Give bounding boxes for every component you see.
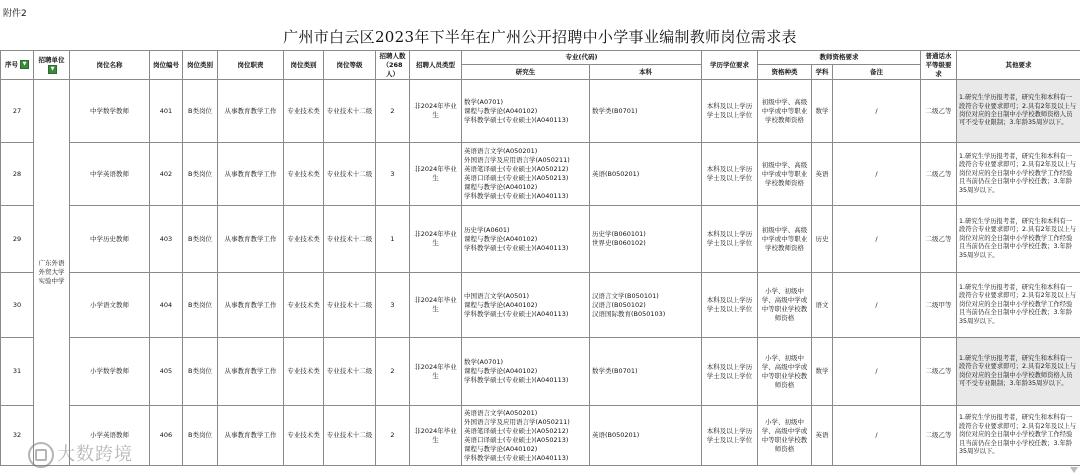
cell-grad-major[interactable]: 英语语言文学(A050201) 外国语言学及应用语言学(A050211) 英语笔译硕士(专业硕士)(A050212) 英语口译硕士(专业硕士)(A050213) 课程与教学论(A040102) 学科教学硕士(专业硕士)(A040113)	[462, 143, 590, 206]
cell-post-class[interactable]: B类岗位	[183, 406, 218, 466]
table-row[interactable]	[1, 80, 1080, 143]
cell-candidate-type[interactable]: 非2024年毕业生	[410, 406, 462, 466]
header-qual-type: 资格种类	[758, 65, 812, 80]
header-count: 招聘人数（268人）	[376, 51, 410, 80]
cell-grad-major[interactable]: 中国语言文学(A0501) 课程与教学论(A040102) 学科教学硕士(专业硕士)(A040113)	[462, 273, 590, 338]
table-row[interactable]	[1, 273, 1080, 338]
cell-degree[interactable]: 本科及以上学历学士及以上学位	[702, 273, 758, 338]
cell-degree[interactable]: 本科及以上学历学士及以上学位	[702, 206, 758, 273]
cell-post-grade[interactable]: 专业技术十二级	[324, 406, 376, 466]
header-qualification: 教师资格要求	[758, 51, 921, 65]
cell-duty[interactable]: 从事教育教学工作	[218, 206, 284, 273]
cell-post-name[interactable]: 中学英语教师	[70, 143, 150, 206]
cell-subject[interactable]: 数学	[812, 80, 833, 143]
header-post-grade: 岗位等级	[324, 51, 376, 80]
header-post-type: 岗位类别	[284, 51, 324, 80]
table-row[interactable]	[1, 338, 1080, 406]
cell-degree[interactable]: 本科及以上学历学士及以上学位	[702, 338, 758, 406]
header-post-code: 岗位编号	[150, 51, 183, 80]
cell-post-type[interactable]: 专业技术类	[284, 80, 324, 143]
watermark-text: 大数跨境	[57, 444, 133, 465]
cell-remark[interactable]: /	[833, 143, 921, 206]
cell-post-code[interactable]: 403	[150, 206, 183, 273]
header-post-class: 岗位类别	[183, 51, 218, 80]
cell-duty[interactable]: 从事教育教学工作	[218, 80, 284, 143]
cell-grad-major[interactable]: 数学(A0701) 课程与教学论(A040102) 学科教学硕士(专业硕士)(A040113)	[462, 80, 590, 143]
cell-other[interactable]: 1.研究生学历报考者，研究生和本科有一段符合专业要求即可；2.具有2年及以上与岗位对应的全日制中小学校教学工作经验且当前仍在全日制中小学校任教；3.年龄35周岁以下。	[957, 143, 1080, 206]
cell-remark[interactable]: /	[833, 338, 921, 406]
cell-post-code[interactable]: 406	[150, 406, 183, 466]
table-row[interactable]	[1, 406, 1080, 466]
cell-subject[interactable]: 英语	[812, 143, 833, 206]
cell-candidate-type[interactable]: 非2024年毕业生	[410, 273, 462, 338]
cell-duty[interactable]: 从事教育教学工作	[218, 406, 284, 466]
cell-post-grade[interactable]: 专业技术十二级	[324, 273, 376, 338]
cell-candidate-type[interactable]: 非2024年毕业生	[410, 338, 462, 406]
filter-icon[interactable]: ▼	[48, 65, 57, 74]
cell-remark[interactable]: /	[833, 80, 921, 143]
cell-degree[interactable]: 本科及以上学历学士及以上学位	[702, 406, 758, 466]
header-subject: 学科	[812, 65, 833, 80]
cell-count[interactable]: 3	[376, 273, 410, 338]
cell-seq[interactable]: 30	[1, 273, 34, 338]
cell-candidate-type[interactable]: 非2024年毕业生	[410, 206, 462, 273]
cell-mandarin[interactable]: 二级乙等	[921, 143, 957, 206]
cell-post-grade[interactable]: 专业技术十二级	[324, 80, 376, 143]
cell-post-code[interactable]: 401	[150, 80, 183, 143]
cell-degree[interactable]: 本科及以上学历学士及以上学位	[702, 143, 758, 206]
header-candidate-type: 招聘人员类型	[410, 51, 462, 80]
cell-undergrad-major[interactable]: 汉语言文学(B050101) 汉语言(B050102) 汉语国际教育(B050103)	[590, 273, 702, 338]
cell-subject[interactable]: 英语	[812, 406, 833, 466]
cell-post-code[interactable]: 404	[150, 273, 183, 338]
cell-mandarin[interactable]: 二级乙等	[921, 338, 957, 406]
cell-undergrad-major[interactable]: 数学类(B0701)	[590, 338, 702, 406]
cell-post-name[interactable]: 中学历史教师	[70, 206, 150, 273]
cell-count[interactable]: 1	[376, 206, 410, 273]
header-other: 其他要求	[957, 51, 1080, 80]
cell-other[interactable]: 1.研究生学历报考者，研究生和本科有一段符合专业要求即可；2.具有2年及以上与岗位对应的全日制中小学校教师资格人员可不受专业限制；3.年龄35周岁以下。	[957, 338, 1080, 406]
cell-candidate-type[interactable]: 非2024年毕业生	[410, 80, 462, 143]
cell-qual-type[interactable]: 小学、初级中学、高级中学或中等职业学校教师资格	[758, 338, 812, 406]
cell-post-type[interactable]: 专业技术类	[284, 206, 324, 273]
cell-post-name[interactable]: 中学数学教师	[70, 80, 150, 143]
cell-post-code[interactable]: 405	[150, 338, 183, 406]
cell-post-type[interactable]: 专业技术类	[284, 338, 324, 406]
header-remark: 备注	[833, 65, 921, 80]
cell-duty[interactable]: 从事教育教学工作	[218, 143, 284, 206]
cell-subject[interactable]: 数学	[812, 338, 833, 406]
page-title: 广州市白云区2023年下半年在广州公开招聘中小学事业编制教师岗位需求表	[283, 28, 797, 46]
cell-post-class[interactable]: B类岗位	[183, 273, 218, 338]
cell-post-class[interactable]: B类岗位	[183, 80, 218, 143]
cell-post-name[interactable]: 小学数学教师	[70, 338, 150, 406]
cell-degree[interactable]: 本科及以上学历学士及以上学位	[702, 80, 758, 143]
header-seq[interactable]: 序号 ▼	[1, 51, 34, 80]
cell-post-name[interactable]: 小学语文教师	[70, 273, 150, 338]
cell-unit[interactable]: 广东外语外贸大学实验中学	[34, 80, 70, 466]
cell-post-type[interactable]: 专业技术类	[284, 143, 324, 206]
header-post-name: 岗位名称	[70, 51, 150, 80]
cell-seq[interactable]: 32	[1, 406, 34, 466]
table-row[interactable]	[1, 143, 1080, 206]
header-grad: 研究生	[462, 65, 590, 80]
attachment-label: 附件2	[3, 9, 27, 19]
header-degree: 学历学位要求	[702, 51, 758, 80]
cell-seq[interactable]: 27	[1, 80, 34, 143]
cell-remark[interactable]: /	[833, 206, 921, 273]
header-undergrad: 本科	[590, 65, 702, 80]
cell-subject[interactable]: 历史	[812, 206, 833, 273]
cell-qual-type[interactable]: 小学、初级中学、高级中学或中等职业学校教师资格	[758, 273, 812, 338]
cell-count[interactable]: 2	[376, 406, 410, 466]
cell-qual-type[interactable]: 初级中学、高级中学或中等职业学校教师资格	[758, 143, 812, 206]
filter-icon[interactable]: ▼	[20, 60, 29, 69]
cell-count[interactable]: 2	[376, 338, 410, 406]
cell-other[interactable]: 1.研究生学历报考者，研究生和本科有一段符合专业要求即可；2.具有2年及以上与岗位对应的全日制中小学校教学工作经验且当前仍在全日制中小学校任教；3.年龄35周岁以下。	[957, 406, 1080, 466]
cell-mandarin[interactable]: 二级乙等	[921, 406, 957, 466]
cell-qual-type[interactable]: 小学、初级中学、高级中学或中等职业学校教师资格	[758, 406, 812, 466]
header-duty: 岗位职责	[218, 51, 284, 80]
cell-qual-type[interactable]: 初级中学、高级中学或中等职业学校教师资格	[758, 206, 812, 273]
watermark	[28, 440, 133, 468]
cell-post-name[interactable]: 小学英语教师	[70, 406, 150, 466]
cell-count[interactable]: 2	[376, 80, 410, 143]
cell-remark[interactable]: /	[833, 273, 921, 338]
cell-seq[interactable]: 29	[1, 206, 34, 273]
cell-subject[interactable]: 语文	[812, 273, 833, 338]
cell-mandarin[interactable]: 二级乙等	[921, 206, 957, 273]
cell-remark[interactable]: /	[833, 406, 921, 466]
cell-count[interactable]: 3	[376, 143, 410, 206]
cell-candidate-type[interactable]: 非2024年毕业生	[410, 143, 462, 206]
cell-post-type[interactable]: 专业技术类	[284, 273, 324, 338]
job-table	[0, 50, 1080, 466]
cell-post-class[interactable]: B类岗位	[183, 143, 218, 206]
cell-mandarin[interactable]: 二级甲等	[921, 273, 957, 338]
cell-other[interactable]: 1.研究生学历报考者，研究生和本科有一段符合专业要求即可；2.具有2年及以上与岗位对应的全日制中小学校教学工作经验且当前仍在全日制中小学校任教；3.年龄35周岁以下。	[957, 206, 1080, 273]
cell-undergrad-major[interactable]: 英语(B050201)	[590, 406, 702, 466]
cell-post-grade[interactable]: 专业技术十二级	[324, 206, 376, 273]
header-mandarin: 普通话水平等级要求	[921, 51, 957, 80]
header-unit[interactable]: 招聘单位▼	[34, 51, 70, 80]
cell-grad-major[interactable]: 英语语言文学(A050201) 外国语言学及应用语言学(A050211) 英语笔译硕士(专业硕士)(A050212) 英语口译硕士(专业硕士)(A050213) 课程与教学论(A040102) 学科教学硕士(专业硕士)(A040113)	[462, 406, 590, 466]
cell-seq[interactable]: 31	[1, 338, 34, 406]
cell-mandarin[interactable]: 二级乙等	[921, 80, 957, 143]
cell-post-class[interactable]: B类岗位	[183, 338, 218, 406]
cell-post-code[interactable]: 402	[150, 143, 183, 206]
cell-post-grade[interactable]: 专业技术十二级	[324, 143, 376, 206]
cell-other[interactable]: 1.研究生学历报考者，研究生和本科有一段符合专业要求即可；2.具有2年及以上与岗位对应的全日制中小学校教学工作经验且当前仍在全日制中小学校任教；3.年龄35周岁以下。	[957, 273, 1080, 338]
cell-post-type[interactable]: 专业技术类	[284, 406, 324, 466]
scroll-down-icon[interactable]	[1070, 467, 1078, 473]
cell-undergrad-major[interactable]: 历史学(B060101) 世界史(B060102)	[590, 206, 702, 273]
cell-grad-major[interactable]: 数学(A0701) 课程与教学论(A040102) 学科教学硕士(专业硕士)(A040113)	[462, 338, 590, 406]
cell-seq[interactable]: 28	[1, 143, 34, 206]
table-row[interactable]	[1, 206, 1080, 273]
cell-qual-type[interactable]: 初级中学、高级中学或中等职业学校教师资格	[758, 80, 812, 143]
cell-undergrad-major[interactable]: 数学类(B0701)	[590, 80, 702, 143]
cell-post-class[interactable]: B类岗位	[183, 206, 218, 273]
cell-other[interactable]: 1.研究生学历报考者，研究生和本科有一段符合专业要求即可；2.具有2年及以上与岗位对应的全日制中小学校教师资格人员可不受专业限制；3.年龄35周岁以下。	[957, 80, 1080, 143]
cell-post-grade[interactable]: 专业技术十二级	[324, 338, 376, 406]
cell-duty[interactable]: 从事教育教学工作	[218, 338, 284, 406]
cell-duty[interactable]: 从事教育教学工作	[218, 273, 284, 338]
header-major: 专业(代码)	[462, 51, 702, 65]
cell-undergrad-major[interactable]: 英语(B050201)	[590, 143, 702, 206]
cell-grad-major[interactable]: 历史学(A0601) 课程与教学论(A040102) 学科教学硕士(专业硕士)(A040113)	[462, 206, 590, 273]
watermark-logo-icon	[28, 442, 54, 468]
